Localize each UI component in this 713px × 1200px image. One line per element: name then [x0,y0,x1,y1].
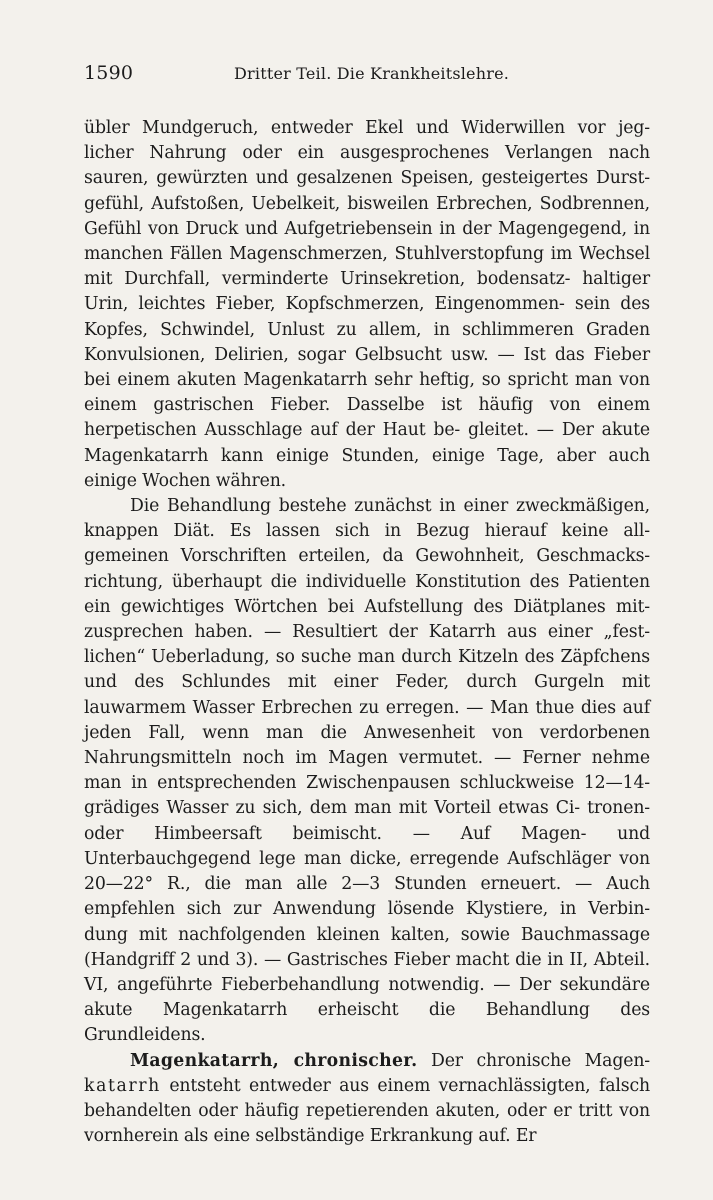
paragraph-text-continued: entsteht entweder aus einem vernachlässigten, falsch behandelten oder häufig repetierenden akuten, oder er tritt von vornherein als eine selbständige Erkrankung auf. Er [84,1075,650,1147]
page-header [84,62,650,102]
paragraph-text: Der chronische Magen- [417,1050,650,1071]
book-page [84,62,650,1149]
page-number: 1590 [84,62,134,84]
paragraph-chronic [84,1049,650,1150]
paragraph-symptoms: übler Mundgeruch, entweder Ekel und Widerwillen vor jeg- licher Nahrung oder ein ausgesprochenes Verlangen nach sauren, gewürzten und gesalzenen Speisen, gesteigertes Durst- gefühl, Aufstoßen, Uebelkeit, bisweilen Erbrechen, Sodbrennen, Gefühl von Druck und Aufgetriebensein in der Magengegend, in manchen Fällen Magenschmerzen, Stuhlverstopfung im Wechsel mit Durchfall, verminderte Urinsekretion, bodensatz- haltiger Urin, leichtes Fieber, Kopfschmerzen, Eingenommen- sein des Kopfes, Schwindel, Unlust zu allem, in schlimmeren Graden Konvulsionen, Delirien, sogar Gelbsucht usw. — Ist das Fieber bei einem akuten Magenkatarrh sehr heftig, so spricht man von einem gastrischen Fieber. Dasselbe ist häufig von einem herpetischen Ausschlage auf der Haut be- gleitet. — Der akute Magenkatarrh kann einige Stunden, einige Tage, aber auch einige Wochen währen. [84,118,650,491]
running-head: Dritter Teil. Die Krankheitslehre. [234,64,510,83]
section-heading: Magenkatarrh, chronischer. [130,1050,418,1071]
body-text [84,116,650,1149]
spaced-term: katarrh [84,1075,161,1096]
paragraph-treatment: Die Behandlung bestehe zunächst in einer zweckmäßigen, knappen Diät. Es lassen sich in Bezug hierauf keine all- gemeinen Vorschriften erteilen, da Gewohnheit, Geschmacks- richtung, überhaupt die individuelle Konstitution des Patienten ein gewichtiges Wörtchen bei Aufstellung des Diätplanes mit- zusprechen haben. — Resultiert der Katarrh aus einer „fest- lichen“ Ueberladung, so suche man durch Kitzeln des Zäpfchens und des Schlundes mit einer Feder, durch Gurgeln mit lauwarmem Wasser Erbrechen zu erregen. — Man thue dies auf jeden Fall, wenn man die Anwesenheit von verdorbenen Nahrungsmitteln noch im Magen vermutet. — Ferner nehme man in entsprechenden Zwischenpausen schluckweise 12—14- grädiges Wasser zu sich, dem man mit Vorteil etwas Ci- tronen- oder Himbeersaft beimischt. — Auf Magen- und Unterbauchgegend lege man dicke, erregende Aufschläger von 20—22° R., die man alle 2—3 Stunden erneuert. — Auch empfehlen sich zur Anwendung lösende Klystiere, in Verbin- dung mit nachfolgenden kleinen kalten, sowie Bauchmassage (Handgriff 2 und 3). — Gastrisches Fieber macht die in II, Abteil. VI, angeführte Fieberbehandlung notwendig. — Der sekundäre akute Magenkatarrh erheischt die Behandlung des Grundleidens. [84,496,650,1046]
